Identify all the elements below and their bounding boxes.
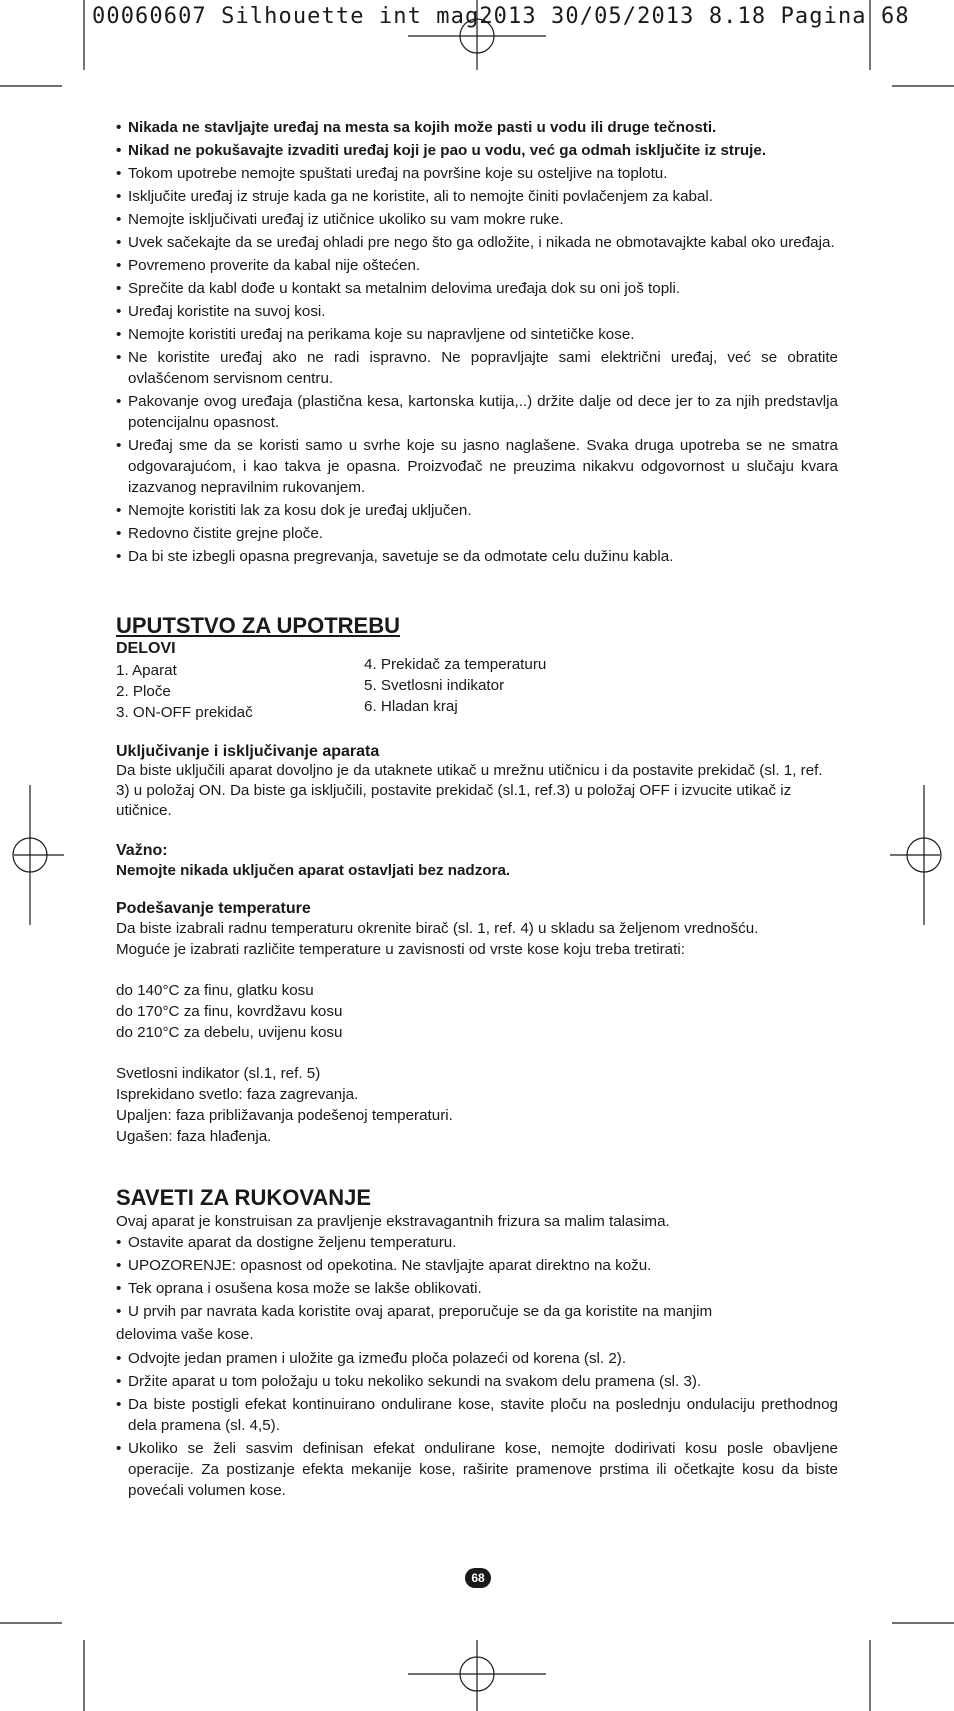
list-item: • Nemojte koristiti uređaj na perikama koje su napravljene od sintetičke kose.	[116, 324, 838, 345]
temperature-line: Moguće je izabrati različite temperature u zavisnosti od vrste kose koju treba tretirati:	[116, 941, 685, 958]
list-item: • Isključite uređaj iz struje kada ga ne koristite, ali to nemojte činiti povlačenjem za kabal.	[116, 186, 838, 207]
temperature-line: Da biste izabrali radnu temperaturu okrenite birač (sl. 1, ref. 4) u skladu sa željenom vrednošću.	[116, 920, 759, 937]
part-item: 6. Hladan kraj	[364, 698, 458, 715]
onoff-title: Uključivanje i isključivanje aparata	[116, 743, 380, 760]
list-item: • Držite aparat u tom položaju u toku nekoliko sekundi na svakom delu pramena (sl. 3).	[116, 1371, 838, 1392]
part-item: 5. Svetlosni indikator	[364, 677, 505, 694]
list-item: • Tek oprana i osušena kosa može se lakše oblikovati.	[116, 1278, 838, 1299]
indicator-line: Upaljen: faza približavanja podešenoj temperaturi.	[116, 1107, 453, 1124]
instructions-title: UPUTSTVO ZA UPOTREBU	[116, 613, 400, 638]
parts-title: DELOVI	[116, 640, 176, 657]
safety-list	[116, 117, 838, 567]
onoff-text: Da biste uključili aparat dovoljno je da utaknete utikač u mrežnu utičnicu i da postavite prekidač (sl. 1, ref. 3) u položaj ON. Da biste ga isključili, postavite prekidač (sl.1, ref.3) u položaj OFF i izvucite utikač iz utičnice.	[116, 762, 823, 819]
list-item: • Sprečite da kabl dođe u kontakt sa metalnim delovima uređaja dok su oni još topli.	[116, 278, 838, 299]
part-item: 4. Prekidač za temperaturu	[364, 656, 547, 673]
list-item: • Nemojte koristiti lak za kosu dok je uređaj uključen.	[116, 500, 838, 521]
list-item: • Uređaj koristite na suvoj kosi.	[116, 301, 838, 322]
list-item: • Da bi ste izbegli opasna pregrevanja, savetuje se da odmotate celu dužinu kabla.	[116, 546, 838, 567]
list-item: • Ne koristite uređaj ako ne radi ispravno. Ne popravljajte sami električni uređaj, već se obratite ovlašćenom servisnom centru.	[116, 347, 838, 389]
part-item: 2. Ploče	[116, 683, 171, 700]
list-item: • Odvojte jedan pramen i uložite ga između ploča polazeći od korena (sl. 2).	[116, 1348, 838, 1369]
part-item: 3. ON-OFF prekidač	[116, 704, 253, 721]
list-item: • Nikada ne stavljajte uređaj na mesta sa kojih može pasti u vodu ili druge tečnosti.	[116, 117, 838, 138]
parts-list	[116, 658, 838, 722]
list-item: • Ostavite aparat da dostigne željenu temperaturu.	[116, 1232, 838, 1253]
list-item: • Uvek sačekajte da se uređaj ohladi pre nego što ga odložite, i nikada ne obmotavajkte kabal oko uređaja.	[116, 232, 838, 253]
temperature-range: do 170°C za finu, kovrdžavu kosu	[116, 1003, 343, 1020]
important-text: Nemojte nikada uključen aparat ostavljati bez nadzora.	[116, 862, 511, 879]
list-item: • Da biste postigli efekat kontinuirano ondulirane kose, stavite ploču na poslednju ondulaciju prethodnog dela pramena (sl. 4,5).	[116, 1394, 838, 1436]
indicator-line: Ugašen: faza hlađenja.	[116, 1128, 272, 1145]
temperature-range: do 140°C za finu, glatku kosu	[116, 982, 314, 999]
tips-list-b	[116, 1348, 838, 1501]
indicator-line: Isprekidano svetlo: faza zagrevanja.	[116, 1086, 359, 1103]
print-slug: 00060607 Silhouette int mag2013 30/05/2013 8.18 Pagina 68	[92, 4, 910, 29]
list-item: • Nikad ne pokušavajte izvaditi uređaj koji je pao u vodu, već ga odmah isključite iz struje.	[116, 140, 838, 161]
list-item: • Tokom upotrebe nemojte spuštati uređaj na površine koje su osteljive na toplotu.	[116, 163, 838, 184]
part-item: 1. Aparat	[116, 662, 177, 679]
page-content	[116, 117, 838, 1503]
temperature-title: Podešavanje temperature	[116, 900, 311, 917]
list-item: • Nemojte isključivati uređaj iz utičnice ukoliko su vam mokre ruke.	[116, 209, 838, 230]
list-item: • Uređaj sme da se koristi samo u svrhe koje su jasno naglašene. Svaka druga upotreba se ne smatra odgovarajućom, i kao takva je opasna. Proizvođač ne preuzima nikakvu odgovornost u slučaju kvara izazvanog nepravilnim rukovanjem.	[116, 435, 838, 498]
list-item: • UPOZORENJE: opasnost od opekotina. Ne stavljajte aparat direktno na kožu.	[116, 1255, 838, 1276]
indicator-line: Svetlosni indikator (sl.1, ref. 5)	[116, 1065, 321, 1082]
important-title: Važno:	[116, 842, 168, 859]
list-item: • Pakovanje ovog uređaja (plastična kesa, kartonska kutija,..) držite dalje od dece jer to za njih predstavlja potencijalnu opasnost.	[116, 391, 838, 433]
tips-title: SAVETI ZA RUKOVANJE	[116, 1185, 372, 1210]
list-item: • U prvih par navrata kada koristite ovaj aparat, preporučuje se da ga koristite na manjim	[116, 1301, 838, 1322]
tips-list-a	[116, 1232, 838, 1322]
list-item: • Povremeno proverite da kabal nije oštećen.	[116, 255, 838, 276]
page-number: 68	[465, 1568, 491, 1588]
temperature-range: do 210°C za debelu, uvijenu kosu	[116, 1024, 343, 1041]
tips-continuation: delovima vaše kose.	[116, 1326, 254, 1343]
list-item: • Ukoliko se želi sasvim definisan efekat ondulirane kose, nemojte dodirivati kosu posle obavljene operacije. Za postizanje efekta mekanije kose, raširite pramenove prstima ili očetkajte kosu da biste povećali volumen kose.	[116, 1438, 838, 1501]
tips-intro: Ovaj aparat je konstruisan za pravljenje ekstravagantnih frizura sa malim talasima.	[116, 1213, 670, 1230]
list-item: • Redovno čistite grejne ploče.	[116, 523, 838, 544]
